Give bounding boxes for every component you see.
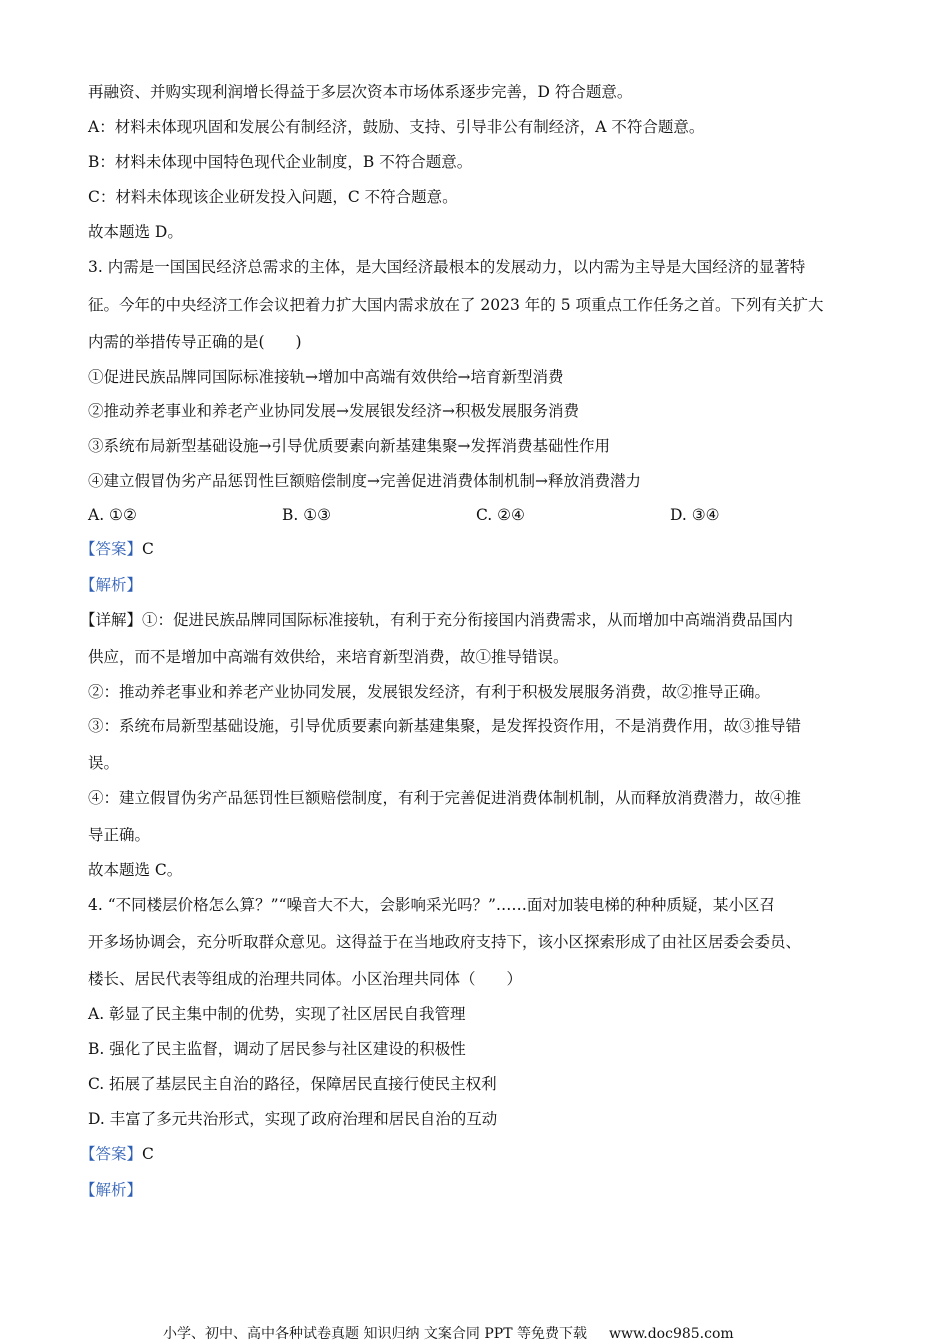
q3-option-b: B. ①③ (282, 506, 332, 524)
detail-text: ①：促进民族品牌同国际标准接轨，有利于充分衔接国内消费需求，从而增加中高端消费品国内 (142, 611, 794, 629)
q4-stem-line: 开多场协调会，充分听取群众意见。这得益于在当地政府支持下，该小区探索形成了由社区居委会委员、 (88, 933, 802, 951)
footer-text: 小学、初中、高中各种试卷真题 知识归纳 文案合同 PPT 等免费下载 (163, 1326, 587, 1342)
q3-detail-line: 误。 (88, 754, 120, 772)
footer-url[interactable]: www.doc985.com (608, 1326, 734, 1342)
q3-item-1: ①促进民族品牌同国际标准接轨→增加中高端有效供给→培育新型消费 (88, 368, 564, 386)
q4-option-c: C. 拓展了基层民主自治的路径，保障居民直接行使民主权利 (88, 1075, 497, 1093)
q3-option-c: C. ②④ (476, 506, 525, 524)
q3-detail-line: 导正确。 (88, 826, 151, 844)
analysis-tag: 【解析】 (80, 576, 143, 594)
q3-stem-line: 征。今年的中央经济工作会议把着力扩大国内需求放在了 2023 年的 5 项重点工作任务之首。下列有关扩大 (88, 296, 824, 314)
answer-tag: 【答案】 (80, 1145, 143, 1163)
answer-value: C (142, 540, 154, 558)
analysis-line: A：材料未体现巩固和发展公有制经济，鼓励、支持、引导非公有制经济，A 不符合题意。 (88, 118, 705, 136)
answer-value: C (142, 1145, 154, 1163)
q3-stem-line: 3. 内需是一国国民经济总需求的主体，是大国经济最根本的发展动力，以内需为主导是大国经济的显著特 (88, 258, 806, 276)
q3-detail-line (80, 610, 793, 630)
analysis-conclusion: 故本题选 D。 (88, 223, 183, 241)
analysis-line: B：材料未体现中国特色现代企业制度，B 不符合题意。 (88, 153, 473, 171)
q3-detail-line: ②：推动养老事业和养老产业协同发展，发展银发经济，有利于积极发展服务消费，故②推导正确。 (88, 683, 771, 701)
analysis-tag: 【解析】 (80, 1181, 143, 1199)
q3-stem-line: 内需的举措传导正确的是( ) (88, 333, 302, 351)
q4-stem-line: 4. “不同楼层价格怎么算？”“噪音大不大，会影响采光吗？”……面对加装电梯的种种质疑，某小区召 (88, 896, 775, 914)
q4-option-a: A. 彰显了民主集中制的优势，实现了社区居民自我管理 (88, 1005, 466, 1023)
page-footer (163, 1325, 734, 1343)
q3-detail-line: ③：系统布局新型基础设施，引导优质要素向新基建集聚，是发挥投资作用，不是消费作用，故③推导错 (88, 717, 802, 735)
analysis-line: 再融资、并购实现利润增长得益于多层次资本市场体系逐步完善，D 符合题意。 (88, 83, 633, 101)
detail-tag: 【详解】 (80, 611, 143, 629)
q3-option-a: A. ①② (88, 506, 137, 524)
q3-detail-line: 供应，而不是增加中高端有效供给，来培育新型消费，故①推导错误。 (88, 648, 569, 666)
analysis-line: C：材料未体现该企业研发投入问题，C 不符合题意。 (88, 188, 458, 206)
q3-item-4: ④建立假冒伪劣产品惩罚性巨额赔偿制度→完善促进消费体制机制→释放消费潜力 (88, 472, 641, 490)
q4-analysis-line (80, 1180, 142, 1200)
q3-conclusion: 故本题选 C。 (88, 861, 183, 879)
q4-option-d: D. 丰富了多元共治形式，实现了政府治理和居民自治的互动 (88, 1110, 498, 1128)
q4-option-b: B. 强化了民主监督，调动了居民参与社区建设的积极性 (88, 1040, 466, 1058)
answer-tag: 【答案】 (80, 540, 143, 558)
q3-detail-line: ④：建立假冒伪劣产品惩罚性巨额赔偿制度，有利于完善促进消费体制机制，从而释放消费潜力，故④推 (88, 789, 802, 807)
q4-answer-line (80, 1144, 154, 1164)
q3-item-3: ③系统布局新型基础设施→引导优质要素向新基建集聚→发挥消费基础性作用 (88, 437, 610, 455)
q3-option-d: D. ③④ (670, 506, 720, 524)
q3-item-2: ②推动养老事业和养老产业协同发展→发展银发经济→积极发展服务消费 (88, 402, 579, 420)
q4-stem-line: 楼长、居民代表等组成的治理共同体。小区治理共同体（ ） (88, 970, 523, 988)
q3-analysis-line (80, 575, 142, 595)
q3-answer-line (80, 539, 154, 559)
